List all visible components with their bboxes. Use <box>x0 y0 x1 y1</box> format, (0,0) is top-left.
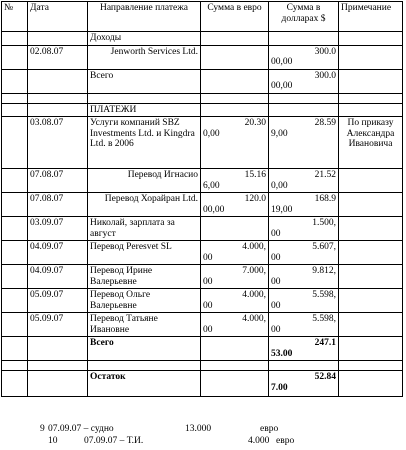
payment-eur-line2: 00 <box>203 300 213 311</box>
payment-eur <box>201 217 269 241</box>
payment-usd <box>269 241 339 265</box>
cell-empty <box>201 371 269 397</box>
income-usd-line1: 300.0 <box>314 46 336 57</box>
cell-empty <box>28 337 88 361</box>
cell-empty <box>339 69 403 93</box>
footer-currency: евро <box>276 436 295 446</box>
income-usd-line2: 00,00 <box>271 57 293 67</box>
header-date: Дата <box>28 2 88 32</box>
header-sum-eur: Сумма в евро <box>201 2 269 32</box>
balance-usd <box>269 371 339 397</box>
cell-empty <box>201 93 269 103</box>
payment-usd-line1: 28.59 <box>314 118 336 128</box>
cell-empty <box>2 241 28 265</box>
payment-eur-line1: 120.0 <box>244 194 266 204</box>
table-row <box>2 169 403 193</box>
table-row <box>2 313 403 337</box>
payment-usd <box>269 169 339 193</box>
income-direction: Jenworth Services Ltd. <box>88 45 201 69</box>
cell-empty <box>201 69 269 93</box>
cell-empty <box>2 193 28 217</box>
payment-note <box>339 265 403 289</box>
payments-section-title: ПЛАТЕЖИ <box>88 103 201 117</box>
payment-note <box>339 169 403 193</box>
cell-empty <box>2 45 28 69</box>
cell-empty <box>201 337 269 361</box>
payment-direction: Перевод Игнасио <box>88 169 201 193</box>
payments-ledger-table <box>1 1 403 397</box>
income-total-row <box>2 69 403 93</box>
payments-total-row <box>2 337 403 361</box>
payment-direction: Перевод Ирине Валерьевне <box>88 265 201 289</box>
income-section-row <box>2 32 403 46</box>
payment-eur <box>201 241 269 265</box>
income-total-usd-line2: 00,00 <box>271 81 293 91</box>
cell-empty <box>88 361 201 371</box>
balance-usd-line2: 7.00 <box>271 382 288 393</box>
payment-usd-line2: 00 <box>271 252 281 263</box>
cell-empty <box>2 69 28 93</box>
income-row <box>2 45 403 69</box>
payment-date: 04.09.07 <box>28 241 88 265</box>
balance-label: Остаток <box>88 371 201 397</box>
payment-eur <box>201 117 269 169</box>
income-total-usd-line1: 300.0 <box>314 70 336 81</box>
payment-date: 03.09.07 <box>28 217 88 241</box>
payments-total-label: Всего <box>88 337 201 361</box>
income-date: 02.08.07 <box>28 45 88 69</box>
payment-date: 03.08.07 <box>28 117 88 169</box>
cell-empty <box>339 93 403 103</box>
payment-eur <box>201 169 269 193</box>
cell-empty <box>339 371 403 397</box>
cell-empty <box>339 103 403 117</box>
header-sum-usd: Сумма в долларах $ <box>269 2 339 32</box>
payment-eur-line1: 15.16 <box>244 170 266 180</box>
payment-direction: Перевод Peresvet SL <box>88 241 201 265</box>
cell-empty <box>339 337 403 361</box>
payments-total-usd-line1: 247.1 <box>314 338 336 348</box>
payment-date: 07.08.07 <box>28 169 88 193</box>
payments-total-usd <box>269 337 339 361</box>
payment-note <box>339 313 403 337</box>
payment-eur-line2: 00 <box>203 324 213 335</box>
payment-eur <box>201 289 269 313</box>
payment-usd <box>269 217 339 241</box>
payment-note <box>339 217 403 241</box>
cell-empty <box>2 217 28 241</box>
header-row <box>2 2 403 32</box>
payment-usd-line1: 5.598, <box>312 314 336 324</box>
payment-usd-line1: 5.607, <box>312 242 336 252</box>
cell-empty <box>2 313 28 337</box>
income-total-label: Всего <box>88 69 201 93</box>
footer-date-text: 07.09.07 – Т.И. <box>84 436 144 446</box>
payment-eur-line2: 6,00 <box>203 180 220 191</box>
payment-eur-line2: 00 <box>203 276 213 287</box>
footer-num: 10 <box>48 436 58 446</box>
income-usd <box>269 45 339 69</box>
cell-empty <box>2 117 28 169</box>
cell-empty <box>28 93 88 103</box>
cell-empty <box>28 32 88 46</box>
payment-usd-line1: 21.52 <box>314 170 336 180</box>
footer-date-text: 07.09.07 – судно <box>48 424 114 434</box>
payment-eur-line2: 00,00 <box>203 204 225 215</box>
payment-eur-line1: 4.000, <box>242 242 266 252</box>
income-total-usd <box>269 69 339 93</box>
income-section-title: Доходы <box>88 32 201 46</box>
spacer-row <box>2 93 403 103</box>
payment-usd-line2: 00 <box>271 228 281 239</box>
cell-empty <box>28 69 88 93</box>
payment-eur-line1: 4.000, <box>242 290 266 300</box>
table-row <box>2 265 403 289</box>
footer-line-2 <box>0 436 406 448</box>
payment-note: По приказу Александра Ивановича <box>339 117 403 169</box>
table-row <box>2 117 403 169</box>
cell-empty <box>2 32 28 46</box>
payment-usd-line1: 5.598, <box>312 290 336 300</box>
cell-empty <box>28 371 88 397</box>
payment-note <box>339 241 403 265</box>
payments-total-usd-line2: 53.00 <box>271 348 293 359</box>
payment-eur-line1: 7.000, <box>242 266 266 276</box>
cell-empty <box>201 361 269 371</box>
cell-empty <box>2 265 28 289</box>
cell-empty <box>269 32 339 46</box>
payment-eur-line2: 00 <box>203 252 213 263</box>
cell-empty <box>339 32 403 46</box>
cell-empty <box>2 169 28 193</box>
table-row <box>2 289 403 313</box>
cell-empty <box>269 103 339 117</box>
footer-amount: 4.000 <box>248 436 270 446</box>
spacer-row <box>2 361 403 371</box>
cell-empty <box>201 45 269 69</box>
payment-usd-line2: 19,00 <box>271 204 293 215</box>
cell-empty <box>2 93 28 103</box>
payment-date: 07.08.07 <box>28 193 88 217</box>
cell-empty <box>88 93 201 103</box>
payment-usd-line2: 00 <box>271 300 281 311</box>
cell-empty <box>28 103 88 117</box>
payment-usd-line1: 1.500, <box>312 218 336 228</box>
payment-eur-line1: 4.000, <box>242 314 266 324</box>
footer-amount: 13.000 <box>185 424 212 434</box>
payment-usd <box>269 265 339 289</box>
payment-direction: Перевод Хорайран Ltd. <box>88 193 201 217</box>
footer-line-1 <box>0 424 406 436</box>
payment-usd <box>269 193 339 217</box>
payment-usd <box>269 117 339 169</box>
cell-empty <box>2 103 28 117</box>
payment-usd <box>269 289 339 313</box>
cell-empty <box>339 45 403 69</box>
payment-date: 05.09.07 <box>28 289 88 313</box>
table-row <box>2 241 403 265</box>
balance-usd-line1: 52.84 <box>314 372 336 382</box>
payment-direction: Услуги компаний SBZ Investments Ltd. и Kingdra Ltd. в 2006 <box>88 117 201 169</box>
cell-empty <box>2 361 28 371</box>
payment-usd-line2: 00 <box>271 324 281 335</box>
payment-usd-line2: 9,00 <box>271 128 288 139</box>
table-row <box>2 217 403 241</box>
payment-usd-line1: 9.812, <box>312 266 336 276</box>
payment-usd-line2: 0,00 <box>271 180 288 191</box>
footer-num: 9 <box>40 424 45 434</box>
payment-usd-line1: 168.9 <box>314 194 336 204</box>
payment-usd-line2: 00 <box>271 276 281 287</box>
header-direction: Направление платежа <box>88 2 201 32</box>
payment-date: 05.09.07 <box>28 313 88 337</box>
cell-empty <box>269 361 339 371</box>
cell-empty <box>201 32 269 46</box>
cell-empty <box>269 93 339 103</box>
cell-empty <box>2 371 28 397</box>
payment-eur <box>201 193 269 217</box>
cell-empty <box>28 361 88 371</box>
payment-eur <box>201 313 269 337</box>
payment-eur-line2: 0,00 <box>203 128 220 139</box>
header-note: Примечание <box>339 2 403 32</box>
header-num: № <box>2 2 28 32</box>
payment-direction: Перевод Ольге Валерьевне <box>88 289 201 313</box>
payment-date: 04.09.07 <box>28 265 88 289</box>
cell-empty <box>2 289 28 313</box>
payment-eur <box>201 265 269 289</box>
payment-note <box>339 289 403 313</box>
table-row <box>2 193 403 217</box>
footer-currency: евро <box>260 424 279 434</box>
cell-empty <box>201 103 269 117</box>
balance-row <box>2 371 403 397</box>
payment-usd <box>269 313 339 337</box>
payment-direction: Николай, зарплата за август <box>88 217 201 241</box>
payment-direction: Перевод Татьяне Ивановне <box>88 313 201 337</box>
payment-eur-line1: 20.30 <box>244 118 266 128</box>
payments-section-row <box>2 103 403 117</box>
payment-note <box>339 193 403 217</box>
cell-empty <box>339 361 403 371</box>
cell-empty <box>2 337 28 361</box>
